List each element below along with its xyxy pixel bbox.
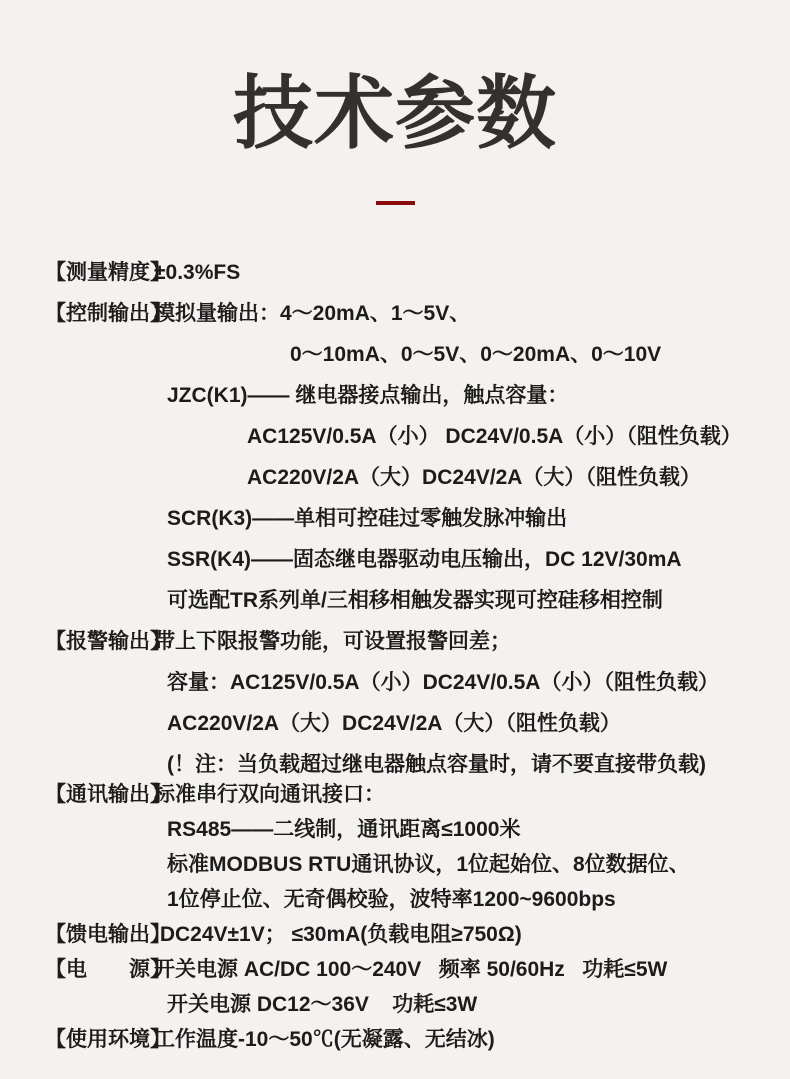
spec-line: JZC(K1)—— 继电器接点输出，触点容量：	[167, 383, 569, 407]
spec-section	[45, 917, 790, 952]
spec-section	[45, 777, 790, 917]
spec-list	[0, 252, 790, 1057]
spec-line: 开关电源 DC12～36V 功耗≤3W	[167, 992, 478, 1016]
spec-label: 【报警输出】	[45, 629, 171, 653]
title-divider	[376, 201, 415, 205]
spec-line: 模拟量输出：4～20mA、1～5V、	[154, 301, 471, 325]
spec-lines	[154, 621, 790, 785]
spec-section	[45, 621, 790, 785]
spec-line: AC125V/0.5A（小） DC24V/0.5A（小）（阻性负载）	[247, 424, 742, 448]
spec-line: SSR(K4)——固态继电器驱动电压输出，DC 12V/30mA	[167, 547, 682, 571]
spec-line: SCR(K3)——单相可控硅过零触发脉冲输出	[167, 506, 568, 530]
spec-line: 带上下限报警功能，可设置报警回差；	[154, 629, 511, 653]
spec-lines	[154, 952, 790, 1022]
spec-label: 【电 源】	[45, 957, 171, 981]
spec-line: 标准串行双向通讯接口：	[154, 782, 385, 806]
spec-lines	[154, 1022, 790, 1057]
spec-section	[45, 293, 790, 621]
spec-lines	[154, 293, 790, 621]
spec-label: 【馈电输出】	[45, 922, 171, 946]
spec-label: 【使用环境】	[45, 1027, 171, 1051]
spec-line: DC24V±1V； ≤30mA(负载电阻≥750Ω)	[154, 922, 522, 946]
spec-line: 0～10mA、0～5V、0～20mA、0～10V	[290, 342, 662, 366]
spec-label: 【通讯输出】	[45, 782, 171, 806]
spec-line: 可选配TR系列单/三相移相触发器实现可控硅移相控制	[167, 588, 663, 612]
spec-lines	[154, 252, 790, 293]
spec-line: ±0.3%FS	[154, 260, 241, 284]
page-title: 技术参数	[233, 69, 557, 158]
spec-line: AC220V/2A（大）DC24V/2A（大）（阻性负载）	[247, 465, 701, 489]
spec-line: AC220V/2A（大）DC24V/2A（大）（阻性负载）	[167, 711, 621, 735]
spec-section	[45, 252, 790, 293]
spec-label: 【控制输出】	[45, 301, 171, 325]
spec-line: 容量：AC125V/0.5A（小）DC24V/0.5A（小）（阻性负载）	[167, 670, 719, 694]
spec-section	[45, 1022, 790, 1057]
spec-line: RS485——二线制，通讯距离≤1000米	[167, 817, 521, 841]
spec-line: 工作温度-10～50℃(无凝露、无结冰)	[154, 1027, 495, 1051]
spec-line: 开关电源 AC/DC 100～240V 频率 50/60Hz 功耗≤5W	[154, 957, 668, 981]
spec-lines	[154, 917, 790, 952]
spec-line: (！注：当负载超过继电器触点容量时，请不要直接带负载)	[167, 752, 706, 776]
spec-lines	[154, 777, 790, 917]
spec-line: 标准MODBUS RTU通讯协议，1位起始位、8位数据位、	[167, 852, 690, 876]
spec-section	[45, 952, 790, 1022]
spec-label: 【测量精度】	[45, 260, 171, 284]
spec-line: 1位停止位、无奇偶校验，波特率1200~9600bps	[167, 887, 616, 911]
